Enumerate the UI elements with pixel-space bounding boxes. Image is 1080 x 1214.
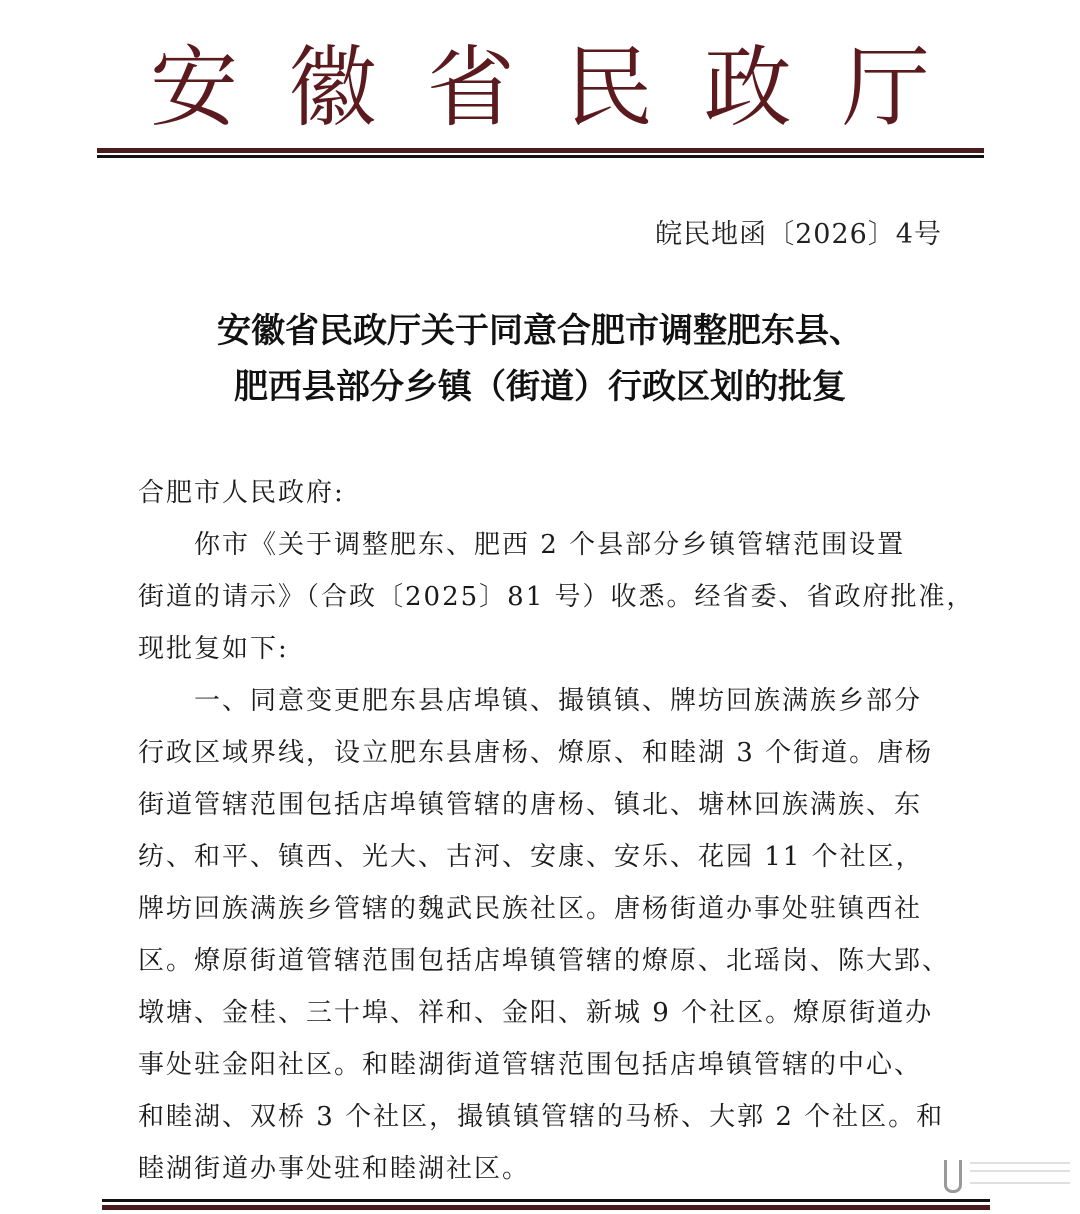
masthead-char: 民: [565, 36, 654, 139]
body-line: 区。燎原街道管辖范围包括店埠镇管辖的燎原、北瑶岗、陈大郢、: [138, 946, 951, 976]
masthead-char: 徽: [288, 36, 377, 139]
body-line: 和睦湖、双桥 3 个社区，撮镇镇管辖的马桥、大郭 2 个社区。和: [138, 1102, 945, 1132]
body-line: 墩塘、金桂、三十埠、祥和、金阳、新城 9 个社区。燎原街道办: [138, 998, 934, 1028]
document-title: [130, 303, 950, 415]
body-line: 事处驻金阳社区。和睦湖街道管辖范围包括店埠镇管辖的中心、: [138, 1050, 923, 1080]
body-line: 牌坊回族满族乡管辖的魏武民族社区。唐杨街道办事处驻镇西社: [138, 894, 923, 924]
salutation: 合肥市人民政府:: [138, 478, 345, 508]
header-rule-thin: [97, 155, 984, 158]
body-line: 睦湖街道办事处驻和睦湖社区。: [138, 1154, 531, 1184]
title-line: 安徽省民政厅关于同意合肥市调整肥东县、: [217, 311, 863, 351]
masthead-title: [150, 38, 930, 138]
u-glyph-icon: [944, 1160, 962, 1193]
body-line: 街道的请示》（合政〔2025〕81 号）收悉。经省委、省政府批准，: [138, 582, 975, 612]
masthead-char: 安: [150, 36, 239, 139]
more-menu-icon[interactable]: [900, 1160, 1070, 1196]
title-line: 肥西县部分乡镇（街道）行政区划的批复: [234, 367, 846, 407]
footer-rule-thick: [102, 1205, 990, 1210]
document-body: [138, 467, 975, 1195]
masthead-char: 厅: [841, 36, 930, 139]
body-line: 你市《关于调整肥东、肥西 2 个县部分乡镇管辖范围设置: [194, 530, 906, 560]
body-line: 现批复如下:: [138, 634, 289, 664]
masthead-char: 省: [426, 36, 515, 139]
body-line: 行政区域界线，设立肥东县唐杨、燎原、和睦湖 3 个街道。唐杨: [138, 738, 934, 768]
masthead-char: 政: [703, 36, 792, 139]
document-number: 皖民地函〔2026〕4号: [655, 219, 942, 250]
footer-rule-thin: [102, 1199, 990, 1202]
menu-line: [970, 1182, 1070, 1184]
body-line: 街道管辖范围包括店埠镇管辖的唐杨、镇北、塘林回族满族、东: [138, 790, 923, 820]
menu-line: [970, 1170, 1070, 1172]
body-line: 纺、和平、镇西、光大、古河、安康、安乐、花园 11 个社区，: [138, 842, 924, 872]
menu-line: [970, 1162, 1070, 1164]
body-line: 一、同意变更肥东县店埠镇、撮镇镇、牌坊回族满族乡部分: [194, 686, 923, 716]
header-rule-thick: [97, 148, 984, 153]
